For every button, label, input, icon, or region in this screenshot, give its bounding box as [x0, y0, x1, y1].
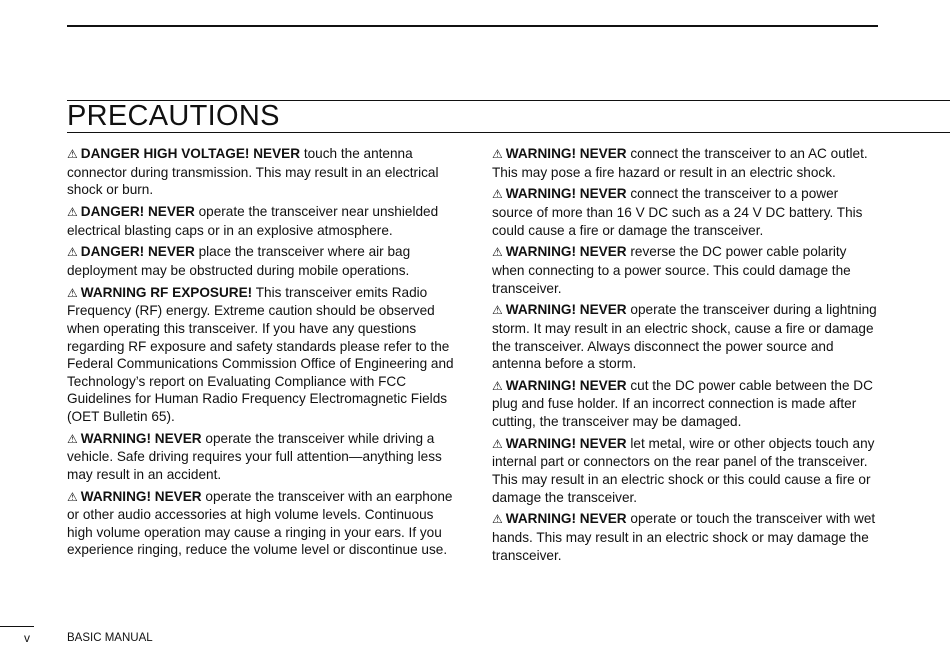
precaution-item	[492, 185, 880, 239]
top-rule	[67, 25, 878, 27]
precaution-body: operate or touch the transceiver with wet hands. This may result in an electric shock or may damage the transceiver.	[492, 511, 876, 563]
precaution-lead: WARNING! NEVER	[505, 377, 627, 393]
precaution-item	[67, 203, 455, 239]
title-bottom-rule	[67, 132, 950, 133]
warning-triangle-icon: ⚠	[492, 303, 503, 318]
warning-triangle-icon: ⚠	[67, 431, 78, 446]
precaution-body: operate the transceiver near unshielded electrical blasting caps or in an explosive atmosphere.	[67, 203, 439, 238]
precaution-body: let metal, wire or other objects touch any internal part or connectors on the rear panel of the transceiver. This may result in an electric shock or this could cause a fire or damage the transceiver.	[492, 435, 875, 505]
precaution-lead: WARNING! NEVER	[80, 488, 202, 504]
page-title: PRECAUTIONS	[67, 100, 280, 132]
precaution-body: place the transceiver where air bag deployment may be obstructed during mobile operations.	[67, 244, 411, 278]
left-column	[67, 145, 455, 563]
precaution-body: connect the transceiver to an AC outlet. This may pose a fire hazard or result in an electric shock.	[492, 146, 868, 180]
warning-triangle-icon: ⚠	[492, 187, 503, 202]
warning-triangle-icon: ⚠	[67, 489, 78, 504]
precaution-item	[67, 284, 455, 426]
precaution-body: operate the transceiver while driving a vehicle. Safe driving requires your full attention—anything less may result in an accident.	[67, 430, 442, 482]
warning-triangle-icon: ⚠	[492, 436, 503, 451]
warning-triangle-icon: ⚠	[492, 378, 503, 393]
precaution-lead: DANGER! NEVER	[80, 203, 195, 219]
warning-triangle-icon: ⚠	[67, 204, 78, 219]
precaution-lead: WARNING! NEVER	[505, 302, 627, 318]
warning-triangle-icon: ⚠	[67, 245, 78, 260]
precaution-body: operate the transceiver with an earphone or other audio accessories at high volume levels. Continuous high volume operation may cause a ringing in your ears. If you experience ringing, reduce the volume level or discontinue use.	[67, 488, 453, 558]
precaution-item	[67, 430, 455, 484]
precaution-body: connect the transceiver to a power source of more than 16 V DC such as a 24 V DC battery. This could cause a fire or damage the transceiver.	[492, 186, 863, 238]
precaution-item	[67, 243, 455, 279]
page-number: v	[24, 631, 30, 645]
precaution-item	[492, 435, 880, 506]
precaution-item	[492, 301, 880, 372]
precaution-item	[492, 510, 880, 564]
footer-manual-label: BASIC MANUAL	[67, 632, 153, 644]
warning-triangle-icon: ⚠	[67, 147, 78, 161]
precaution-lead: WARNING! NEVER	[505, 435, 627, 451]
precaution-lead: WARNING! NEVER	[505, 511, 627, 527]
precaution-item	[492, 377, 880, 431]
precaution-lead: WARNING! NEVER	[80, 430, 202, 446]
precaution-lead: DANGER! NEVER	[80, 244, 195, 260]
precaution-lead: WARNING! NEVER	[505, 244, 627, 260]
precaution-body: operate the transceiver during a lightning storm. It may result in an electric shock, cause a fire or damage the transceiver. Always disconnect the power source and antenna before a storm.	[492, 302, 877, 372]
precaution-item	[492, 243, 880, 297]
precaution-body: cut the DC power cable between the DC plug and fuse holder. If an incorrect connection is made after cutting, the transceiver may be damaged.	[492, 377, 873, 430]
precaution-body: reverse the DC power cable polarity when connecting to a power source. This could damage the transceiver.	[492, 244, 851, 296]
precaution-body: This transceiver emits Radio Frequency (RF) energy. Extreme caution should be observed when operating this transceiver. If you have any questions regarding RF exposure and safety standards please refer to the Federal Communications Commission Office of Engineering and Technology’s report on Evaluating Compliance with FCC Guidelines for Human Radio Frequency Electromagnetic Fields (OET Bulletin 65).	[67, 284, 454, 424]
warning-triangle-icon: ⚠	[492, 512, 503, 527]
precaution-item	[67, 145, 455, 199]
precaution-lead: DANGER HIGH VOLTAGE! NEVER	[80, 146, 301, 161]
precaution-lead: WARNING! NEVER	[505, 186, 627, 202]
precaution-lead: WARNING RF EXPOSURE!	[80, 284, 253, 300]
precaution-item	[67, 488, 455, 559]
page-number-rule	[0, 626, 34, 627]
right-column	[492, 145, 880, 568]
precaution-item	[492, 145, 880, 181]
precaution-body: touch the antenna connector during transmission. This may result in an electrical shock or burn.	[67, 146, 439, 198]
warning-triangle-icon: ⚠	[492, 147, 503, 161]
warning-triangle-icon: ⚠	[67, 285, 78, 300]
warning-triangle-icon: ⚠	[492, 245, 503, 260]
precaution-lead: WARNING! NEVER	[505, 146, 627, 161]
